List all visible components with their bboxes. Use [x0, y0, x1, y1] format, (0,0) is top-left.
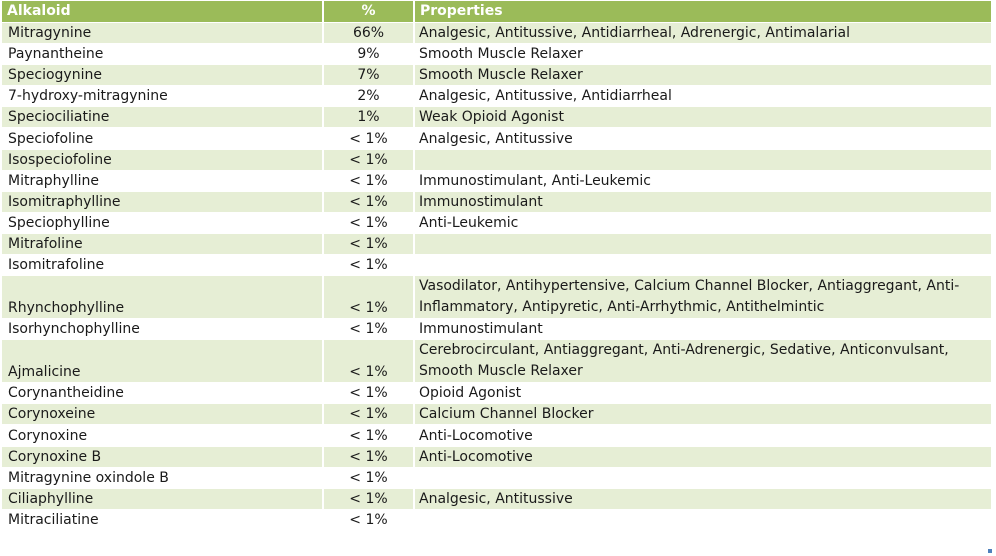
properties-cell: Anti-Locomotive — [414, 446, 992, 467]
table-row — [2, 383, 992, 404]
alkaloid-cell: Mitraciliatine — [2, 509, 323, 530]
table-row — [2, 509, 992, 530]
percent-cell: < 1% — [323, 383, 414, 404]
alkaloid-cell: Mitragynine oxindole B — [2, 467, 323, 488]
alkaloid-cell: Mitrafoline — [2, 233, 323, 254]
properties-cell: Smooth Muscle Relaxer — [414, 65, 992, 86]
percent-cell: < 1% — [323, 467, 414, 488]
properties-cell: Immunostimulant, Anti-Leukemic — [414, 170, 992, 191]
percent-cell: < 1% — [323, 488, 414, 509]
properties-cell: Analgesic, Antitussive — [414, 488, 992, 509]
table-body — [2, 23, 992, 530]
alkaloid-cell: Ajmalicine — [2, 340, 323, 383]
properties-cell — [414, 255, 992, 276]
alkaloid-cell: Corynantheidine — [2, 383, 323, 404]
table-row — [2, 425, 992, 446]
table-row — [2, 128, 992, 149]
table-row — [2, 319, 992, 340]
properties-cell: Analgesic, Antitussive, Antidiarrheal — [414, 86, 992, 107]
table-row — [2, 255, 992, 276]
table-row — [2, 212, 992, 233]
header-row — [2, 1, 992, 23]
percent-cell: < 1% — [323, 404, 414, 425]
percent-cell: 1% — [323, 107, 414, 128]
percent-cell: 9% — [323, 44, 414, 65]
alkaloid-cell: Isomitrafoline — [2, 255, 323, 276]
alkaloid-table — [2, 1, 993, 530]
alkaloid-cell: Speciogynine — [2, 65, 323, 86]
alkaloid-cell: Speciophylline — [2, 212, 323, 233]
properties-cell — [414, 149, 992, 170]
properties-cell: Immunostimulant — [414, 319, 992, 340]
properties-cell: Calcium Channel Blocker — [414, 404, 992, 425]
alkaloid-cell: Speciofoline — [2, 128, 323, 149]
resize-handle-icon[interactable] — [988, 549, 992, 553]
table-row — [2, 107, 992, 128]
alkaloid-cell: Corynoxine — [2, 425, 323, 446]
table-row — [2, 86, 992, 107]
percent-cell: < 1% — [323, 128, 414, 149]
percent-cell: < 1% — [323, 509, 414, 530]
table-row — [2, 44, 992, 65]
alkaloid-cell: Isomitraphylline — [2, 191, 323, 212]
properties-cell: Analgesic, Antitussive — [414, 128, 992, 149]
properties-cell — [414, 467, 992, 488]
table-row — [2, 467, 992, 488]
percent-cell: 7% — [323, 65, 414, 86]
properties-cell — [414, 233, 992, 254]
table-row — [2, 404, 992, 425]
percent-cell: < 1% — [323, 233, 414, 254]
table-row — [2, 340, 992, 383]
table-header — [2, 1, 992, 23]
percent-cell: < 1% — [323, 255, 414, 276]
alkaloid-cell: Isospeciofoline — [2, 149, 323, 170]
properties-cell: Weak Opioid Agonist — [414, 107, 992, 128]
alkaloid-cell: Ciliaphylline — [2, 488, 323, 509]
alkaloid-cell: Speciociliatine — [2, 107, 323, 128]
properties-cell: Analgesic, Antitussive, Antidiarrheal, Adrenergic, Antimalarial — [414, 23, 992, 44]
percent-cell: < 1% — [323, 425, 414, 446]
header-alkaloid: Alkaloid — [2, 1, 323, 23]
percent-cell: < 1% — [323, 276, 414, 319]
properties-cell: Smooth Muscle Relaxer — [414, 44, 992, 65]
percent-cell: < 1% — [323, 191, 414, 212]
header-properties: Properties — [414, 1, 992, 23]
percent-cell: < 1% — [323, 212, 414, 233]
percent-cell: < 1% — [323, 319, 414, 340]
properties-cell — [414, 509, 992, 530]
alkaloid-cell: Isorhynchophylline — [2, 319, 323, 340]
percent-cell: < 1% — [323, 446, 414, 467]
alkaloid-cell: Mitragynine — [2, 23, 323, 44]
alkaloid-cell: Mitraphylline — [2, 170, 323, 191]
table-row — [2, 149, 992, 170]
properties-cell: Anti-Locomotive — [414, 425, 992, 446]
table-row — [2, 233, 992, 254]
alkaloid-cell: Corynoxeine — [2, 404, 323, 425]
alkaloid-cell: Rhynchophylline — [2, 276, 323, 319]
properties-cell: Opioid Agonist — [414, 383, 992, 404]
percent-cell: < 1% — [323, 149, 414, 170]
percent-cell: < 1% — [323, 340, 414, 383]
properties-cell: Cerebrocirculant, Antiaggregant, Anti-Adrenergic, Sedative, Anticonvulsant, Smooth Muscle Relaxer — [414, 340, 992, 383]
properties-cell: Anti-Leukemic — [414, 212, 992, 233]
table-row — [2, 23, 992, 44]
table-row — [2, 170, 992, 191]
table-row — [2, 276, 992, 319]
percent-cell: 66% — [323, 23, 414, 44]
table-row — [2, 446, 992, 467]
alkaloid-cell: Paynantheine — [2, 44, 323, 65]
table-row — [2, 488, 992, 509]
header-percent: % — [323, 1, 414, 23]
properties-cell: Vasodilator, Antihypertensive, Calcium Channel Blocker, Antiaggregant, Anti-Inflammatory, Antipyretic, Anti-Arrhythmic, Antithelmintic — [414, 276, 992, 319]
properties-cell: Immunostimulant — [414, 191, 992, 212]
percent-cell: 2% — [323, 86, 414, 107]
alkaloid-cell: 7-hydroxy-mitragynine — [2, 86, 323, 107]
percent-cell: < 1% — [323, 170, 414, 191]
table-row — [2, 191, 992, 212]
table-row — [2, 65, 992, 86]
alkaloid-cell: Corynoxine B — [2, 446, 323, 467]
